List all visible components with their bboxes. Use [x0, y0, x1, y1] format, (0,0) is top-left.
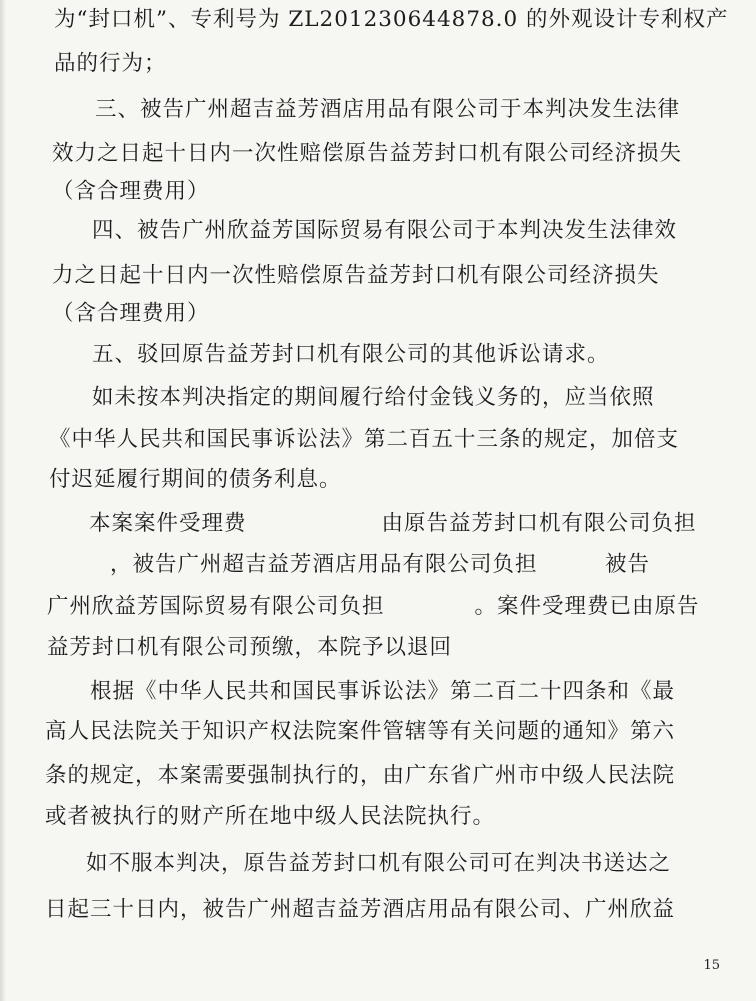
scan-edge-shadow — [0, 0, 6, 1001]
text-line: 益芳封口机有限公司预缴，本院予以退回 — [47, 635, 453, 660]
text-line: （含合理费用） — [52, 179, 210, 204]
text-line: （含合理费用） — [52, 301, 210, 326]
text-line: 品的行为； — [54, 51, 167, 76]
text-line: ，被告广州超吉益芳酒店用品有限公司负担 被告 — [110, 552, 651, 577]
text-line: 广州欣益芳国际贸易有限公司负担 。案件受理费已由原告 — [47, 594, 700, 619]
text-line: 力之日起十日内一次性赔偿原告益芳封口机有限公司经济损失 — [52, 263, 660, 288]
text-line: 为“封口机”、专利号为 ZL201230644878.0 的外观设计专利权产 — [54, 7, 729, 32]
text-line: 四、被告广州欣益芳国际贸易有限公司于本判决发生法律效 — [92, 218, 678, 243]
text-line: 效力之日起十日内一次性赔偿原告益芳封口机有限公司经济损失 — [52, 141, 683, 166]
text-line: 根据《中华人民共和国民事诉讼法》第二百二十四条和《最 — [90, 679, 676, 704]
text-line: 高人民法院关于知识产权法院案件管辖等有关问题的通知》第六 — [45, 719, 676, 744]
text-line: 日起三十日内，被告广州超吉益芳酒店用品有限公司、广州欣益 — [45, 897, 676, 922]
text-line: 如未按本判决指定的期间履行给付金钱义务的，应当依照 — [92, 385, 655, 410]
text-line: 或者被执行的财产所在地中级人民法院执行。 — [45, 804, 496, 829]
text-line: 《中华人民共和国民事诉讼法》第二百五十三条的规定，加倍支 — [49, 427, 680, 452]
text-line: 五、驳回原告益芳封口机有限公司的其他诉讼请求。 — [92, 342, 610, 367]
text-line: 三、被告广州超吉益芳酒店用品有限公司于本判决发生法律 — [95, 97, 681, 122]
text-line: 付迟延履行期间的债务利息。 — [49, 467, 342, 492]
text-line: 如不服本判决，原告益芳封口机有限公司可在判决书送达之 — [86, 851, 672, 876]
text-line: 条的规定，本案需要强制执行的，由广东省广州市中级人民法院 — [45, 763, 676, 788]
text-line: 本案案件受理费 由原告益芳封口机有限公司负担 — [89, 511, 697, 536]
page-number: 15 — [703, 958, 720, 973]
